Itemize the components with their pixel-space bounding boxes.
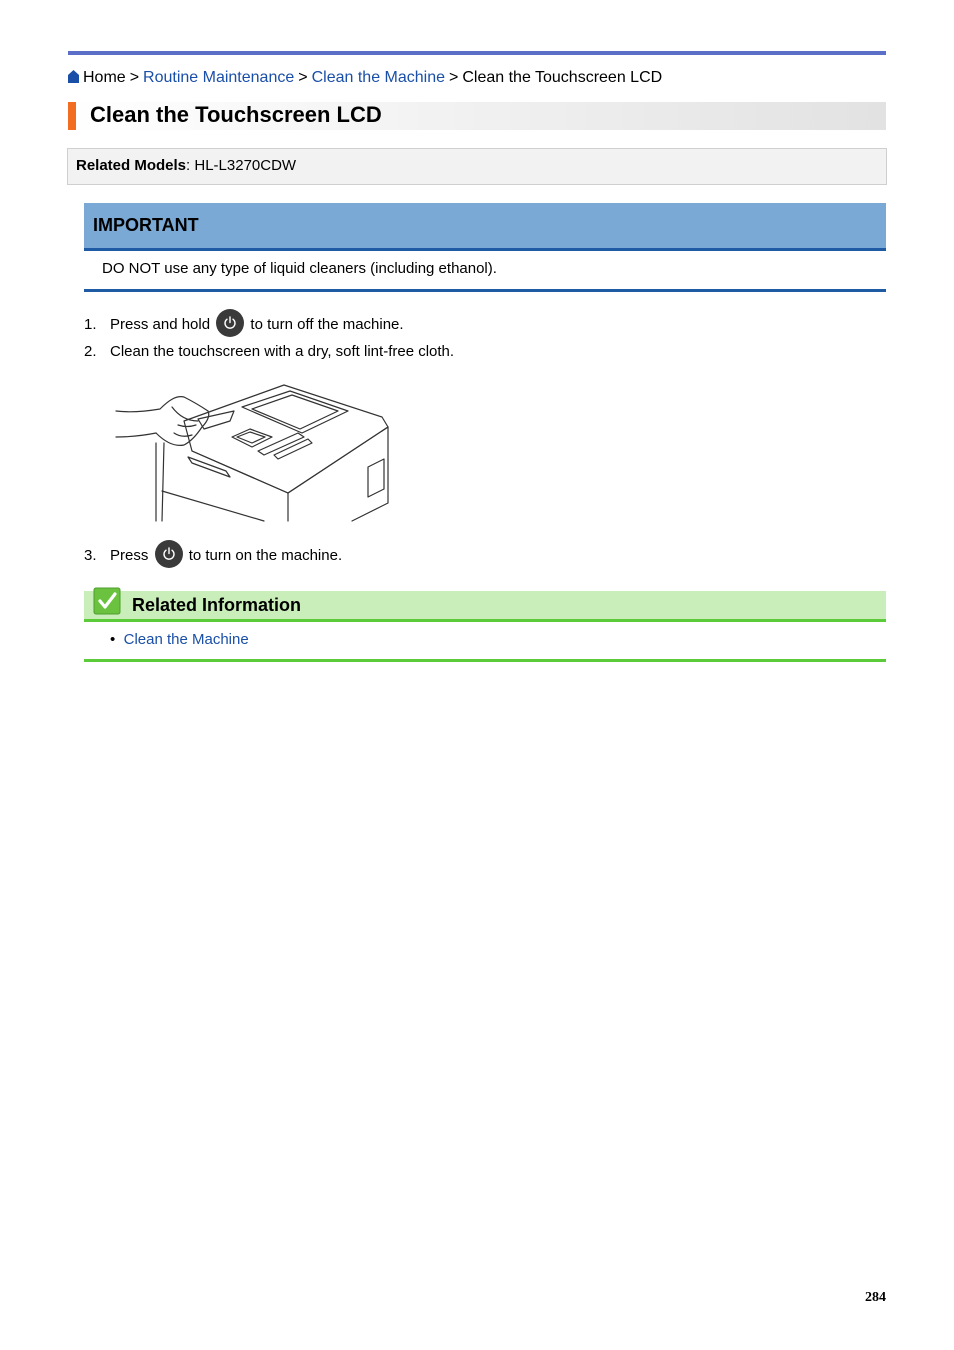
power-button-icon <box>216 309 244 337</box>
related-models-value: : HL-L3270CDW <box>186 157 297 174</box>
breadcrumb: Home > Routine Maintenance > Clean the Machine > Clean the Touchscreen LCD <box>68 68 662 88</box>
important-heading: IMPORTANT <box>93 215 199 235</box>
title-accent <box>68 102 76 130</box>
related-rule <box>84 659 886 662</box>
related-models-box <box>67 148 887 185</box>
step-3: 3. Press to turn on the machine. <box>84 542 342 570</box>
important-header <box>84 203 886 251</box>
breadcrumb-current: Clean the Touchscreen LCD <box>462 69 663 86</box>
breadcrumb-home[interactable]: Home <box>83 69 126 86</box>
home-icon <box>68 70 79 83</box>
related-information-heading: Related Information <box>132 595 302 615</box>
related-information-header <box>84 591 886 622</box>
step-1: 1. Press and hold to turn off the machine. <box>84 311 404 339</box>
breadcrumb-clean-the-machine[interactable]: Clean the Machine <box>311 69 446 86</box>
breadcrumb-routine-maintenance[interactable]: Routine Maintenance <box>143 69 295 86</box>
page-title: Clean the Touchscreen LCD <box>90 102 382 127</box>
top-rule <box>68 51 886 55</box>
page-title-bar <box>68 102 886 130</box>
checkmark-icon <box>93 587 121 615</box>
page-number: 284 <box>865 1290 886 1305</box>
power-button-icon <box>155 540 183 568</box>
step-2: 2. Clean the touchscreen with a dry, soft lint-free cloth. <box>84 343 455 360</box>
related-link-item: • Clean the Machine <box>110 631 249 648</box>
important-rule <box>84 289 886 292</box>
related-models-label: Related Models <box>76 157 187 174</box>
related-link-clean-the-machine[interactable]: Clean the Machine <box>123 631 249 648</box>
printer-cleaning-illustration <box>112 381 392 526</box>
important-text: DO NOT use any type of liquid cleaners (including ethanol). <box>102 260 497 277</box>
